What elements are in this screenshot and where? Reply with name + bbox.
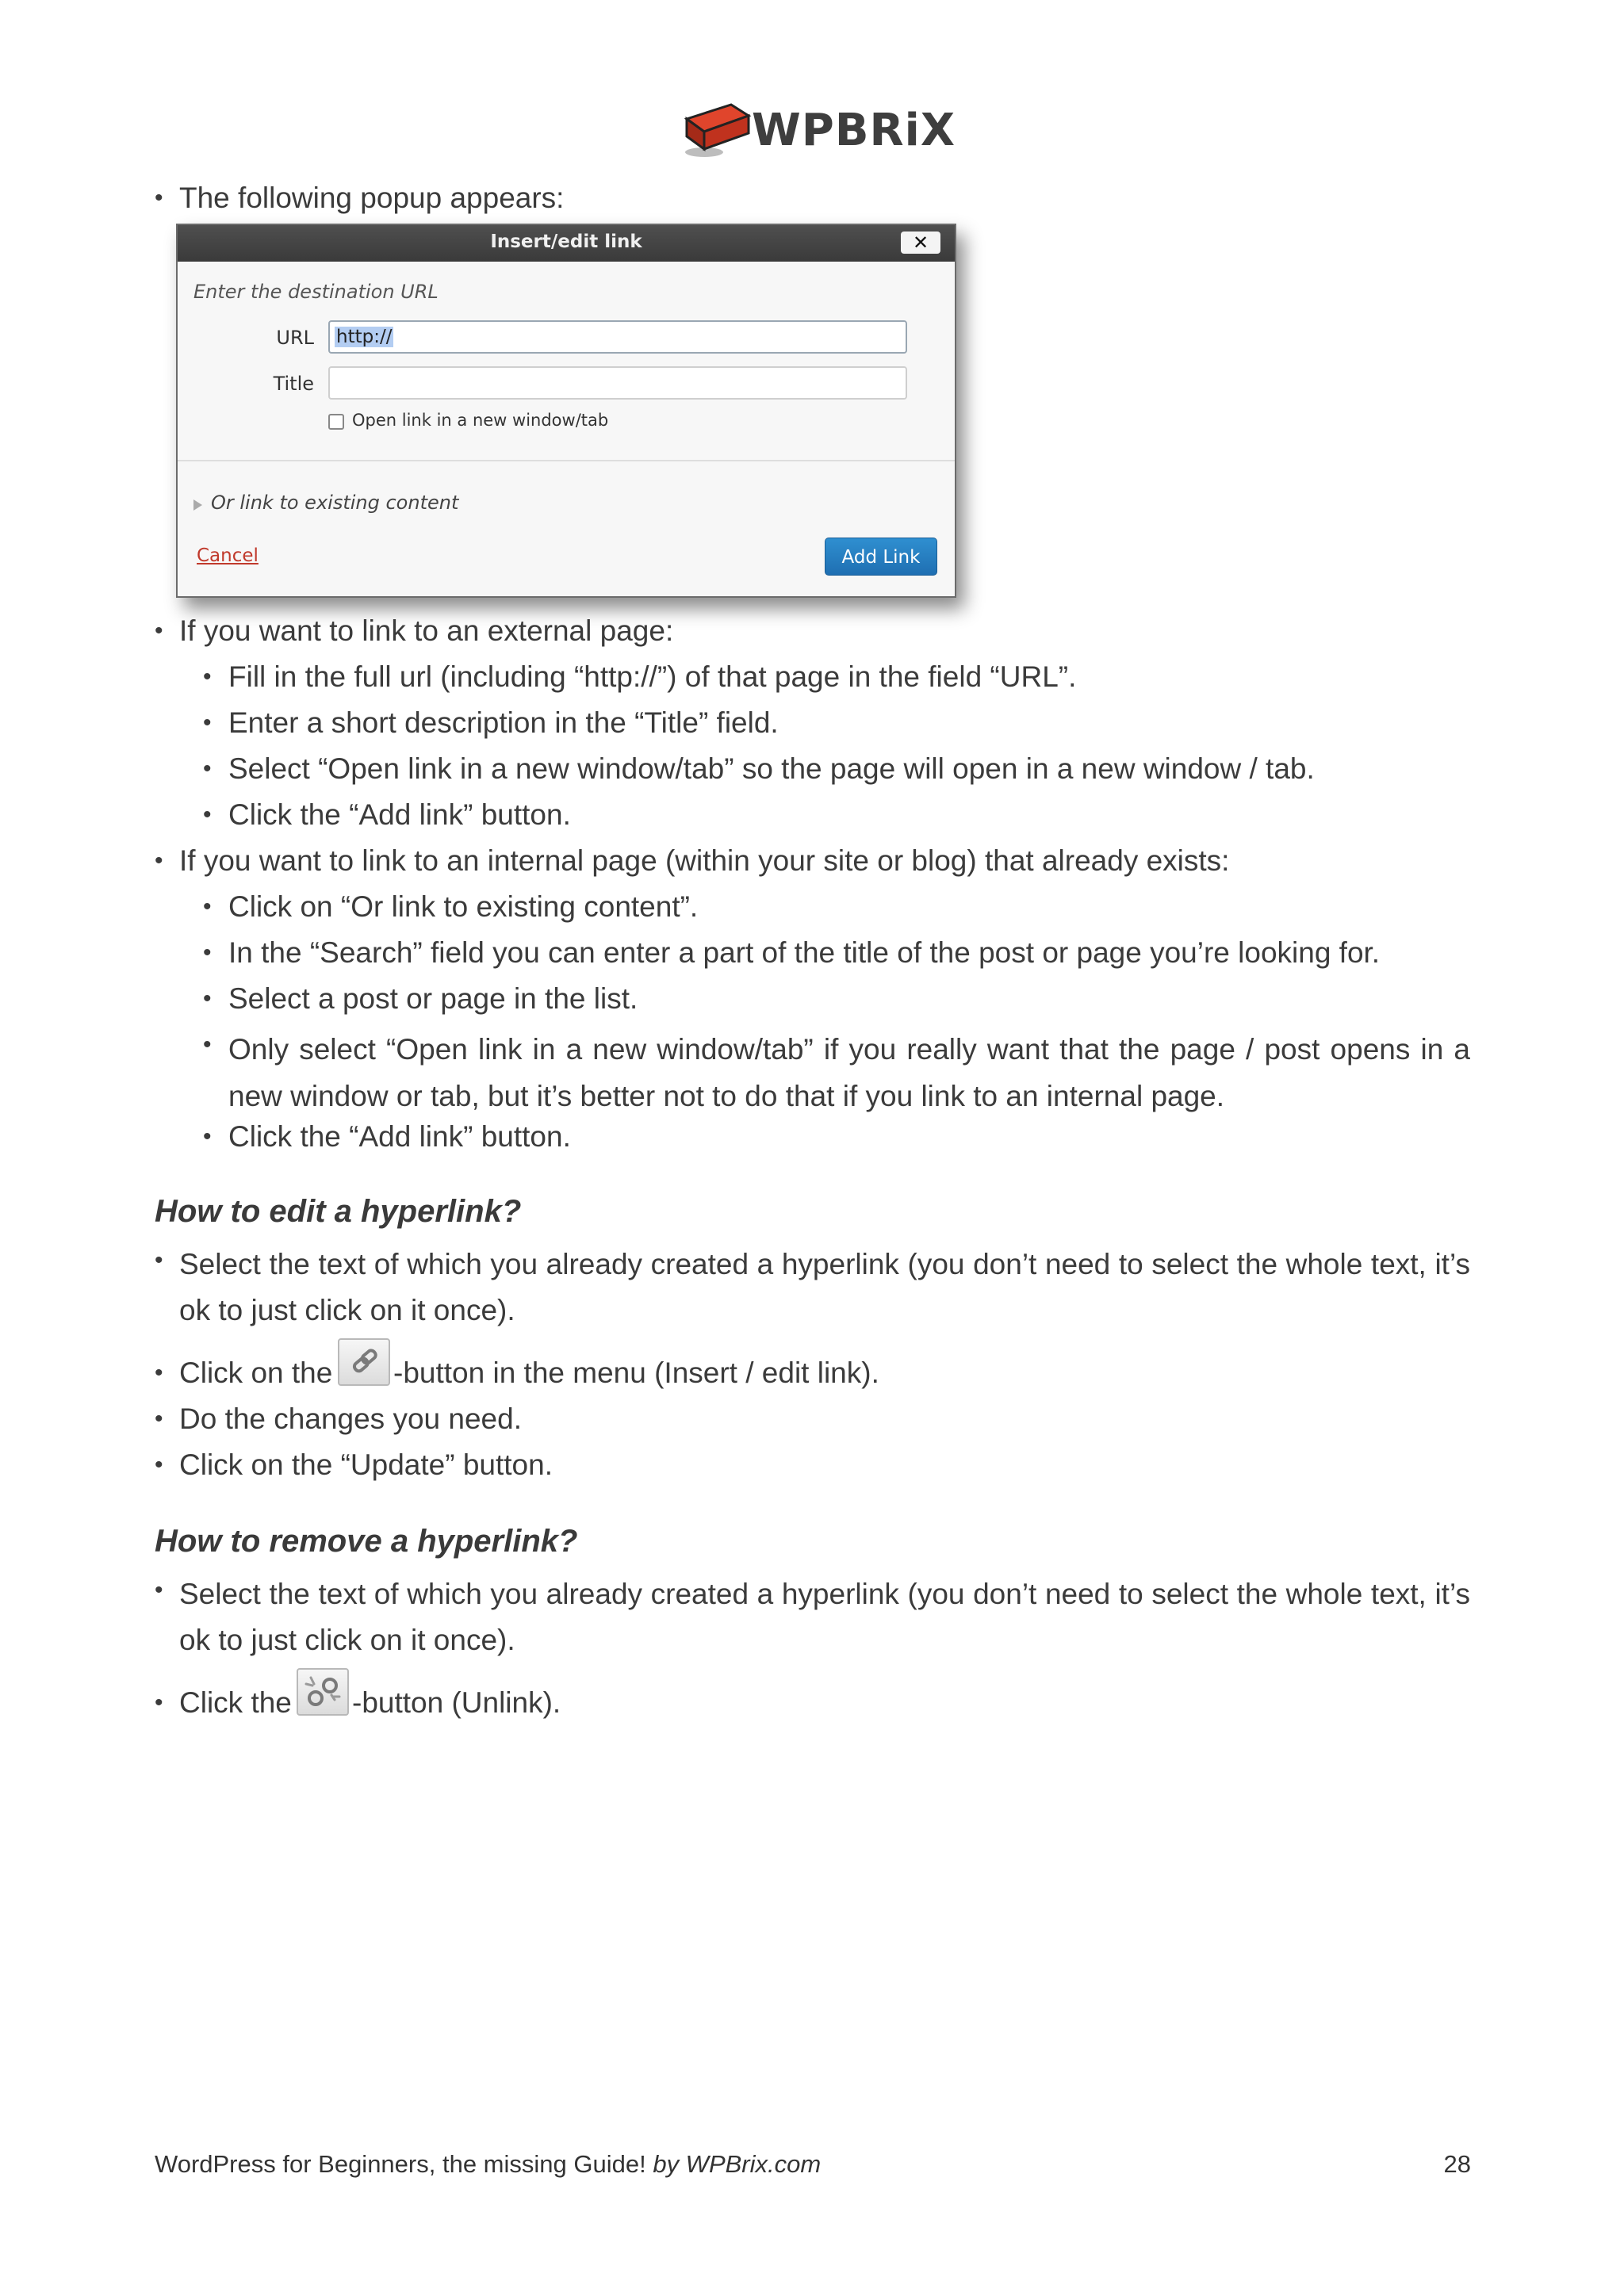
external-step-1: Fill in the full url (including “http://”) of that page in the field “URL”. xyxy=(228,660,1077,693)
bullet: • xyxy=(155,1452,163,1478)
bullet: • xyxy=(203,939,212,966)
internal-step-5: Click the “Add link” button. xyxy=(228,1120,571,1153)
unlink-button xyxy=(297,1668,349,1716)
edit-step-2-after: -button in the menu (Insert / edit link). xyxy=(393,1357,879,1389)
internal-step-4: Only select “Open link in a new window/tab” if you really want that the page / post opens in a new window or tab, but it’s better not to do that if you link to an internal page. xyxy=(228,1033,1470,1112)
page-number: 28 xyxy=(1443,2150,1471,2178)
internal-intro: If you want to link to an internal page (within your site or blog) that already exists: xyxy=(179,844,1230,877)
expand-arrow-icon[interactable] xyxy=(193,499,202,511)
bullet: • xyxy=(203,802,212,828)
existing-content-toggle[interactable]: Or link to existing content xyxy=(211,492,459,514)
title-input[interactable] xyxy=(328,366,907,400)
wpbrix-logo xyxy=(682,100,956,160)
url-input-value: http:// xyxy=(336,327,393,347)
bullet: • xyxy=(155,1247,163,1273)
bullet: • xyxy=(203,985,212,1012)
edit-step-2-before: Click on the xyxy=(179,1357,333,1389)
add-link-button[interactable]: Add Link xyxy=(825,538,937,576)
brick-icon xyxy=(682,100,753,160)
bullet: • xyxy=(155,1360,163,1386)
external-step-2: Enter a short description in the “Title” field. xyxy=(228,706,779,739)
dialog-title: Insert/edit link xyxy=(490,232,642,252)
remove-step-2-before: Click the xyxy=(179,1686,292,1719)
edit-step-1: Select the text of which you already created a hyperlink (you don’t need to select the whole text, it’s ok to just click on it once). xyxy=(179,1248,1470,1326)
new-window-checkbox-label: Open link in a new window/tab xyxy=(352,411,609,430)
intro-text: The following popup appears: xyxy=(179,182,565,214)
bullet: • xyxy=(203,1123,212,1150)
bullet: • xyxy=(203,1031,212,1058)
external-intro: If you want to link to an external page: xyxy=(179,614,674,647)
new-window-checkbox[interactable] xyxy=(328,414,344,430)
title-label: Title xyxy=(273,373,314,395)
bullet: • xyxy=(155,1577,163,1603)
unlink-icon xyxy=(298,1670,347,1714)
footer-book-title: WordPress for Beginners, the missing Guide! xyxy=(155,2150,646,2178)
bullet: • xyxy=(155,1689,163,1716)
external-step-3: Select “Open link in a new window/tab” so the page will open in a new window / tab. xyxy=(228,752,1315,785)
dialog-divider xyxy=(178,460,955,461)
bullet: • xyxy=(155,185,163,211)
bullet: • xyxy=(155,1406,163,1432)
close-icon[interactable]: ✕ xyxy=(901,232,940,254)
bullet: • xyxy=(203,710,212,736)
url-label: URL xyxy=(276,327,314,349)
logo-wordmark: WPBRiX xyxy=(752,105,956,156)
bullet: • xyxy=(203,664,212,690)
bullet: • xyxy=(155,618,163,644)
remove-step-1: Select the text of which you already created a hyperlink (you don’t need to select the whole text, it’s ok to just click on it once). xyxy=(179,1578,1470,1656)
bullet: • xyxy=(155,848,163,874)
footer-by: by WPBrix.com xyxy=(653,2150,822,2178)
cancel-link[interactable]: Cancel xyxy=(197,545,259,566)
footer-title xyxy=(155,2150,821,2179)
edit-heading: How to edit a hyperlink? xyxy=(155,1194,522,1229)
external-step-4: Click the “Add link” button. xyxy=(228,798,571,831)
bullet: • xyxy=(203,756,212,782)
remove-heading: How to remove a hyperlink? xyxy=(155,1524,578,1559)
internal-step-1: Click on “Or link to existing content”. xyxy=(228,890,699,923)
bullet: • xyxy=(203,894,212,920)
edit-step-3: Do the changes you need. xyxy=(179,1402,522,1435)
insert-edit-link-button xyxy=(338,1338,390,1386)
dialog-instruction: Enter the destination URL xyxy=(193,281,439,303)
dialog-titlebar xyxy=(178,225,955,262)
link-icon xyxy=(339,1340,389,1384)
internal-step-2: In the “Search” field you can enter a part of the title of the post or page you’re looking for. xyxy=(228,936,1381,969)
url-input[interactable] xyxy=(328,320,907,354)
edit-step-4: Click on the “Update” button. xyxy=(179,1448,553,1481)
remove-step-2-after: -button (Unlink). xyxy=(352,1686,561,1719)
internal-step-3: Select a post or page in the list. xyxy=(228,982,638,1015)
insert-edit-link-dialog xyxy=(176,224,956,598)
